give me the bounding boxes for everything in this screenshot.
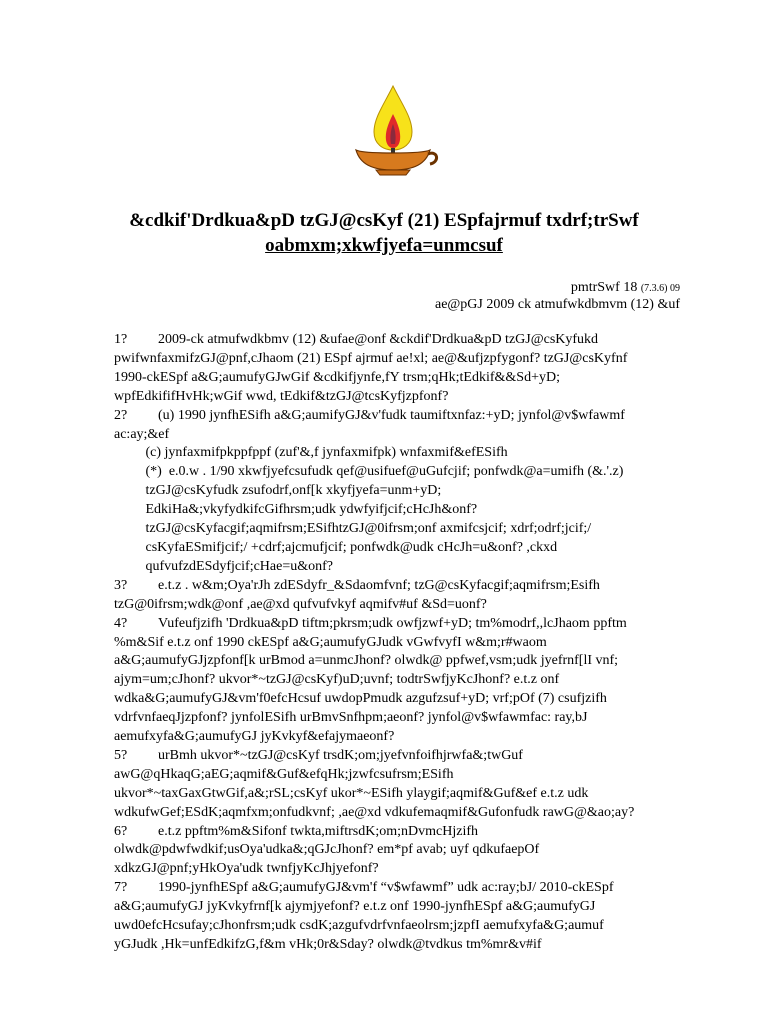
paragraph-2	[114, 407, 694, 577]
reference-code: (7.3.6) 09	[640, 283, 680, 294]
text-line: ajym=um;cJhonf? ukvor*~tzGJ@csKyf)uD;uvnf; todtrSwfjyKcJhonf? e.t.z onf	[114, 672, 560, 688]
paragraph-3	[114, 577, 694, 615]
text-line: 1990-jynfhESpf a&G;aumufyGJ&vm'f “v$wfawmf” udk ac:ray;bJ/ 2010-ckESpf	[158, 880, 614, 896]
text-line: wdka&G;aumufyGJ&vm'f0efcHcsuf uwdopPmudk azgufzsuf+yD; vrf;pOf (7) csufjzifh	[114, 691, 607, 707]
paragraph-number: 7?	[114, 880, 128, 896]
paragraph-number: 3?	[114, 577, 128, 593]
paragraph-number: 6?	[114, 823, 128, 839]
oil-lamp-icon	[352, 84, 440, 176]
paragraph-6	[114, 823, 694, 880]
text-line: 2009-ck atmufwdkbmv (12) &ufae@onf &ckdif'Drdkua&pD tzGJ@csKyfukd	[158, 332, 599, 347]
paragraph-number: 5?	[114, 747, 128, 763]
document-title-line-1: &cdkif'Drdkua&pD tzGJ@csKyf (21) ESpfajrmuf txdrf;trSwf	[129, 210, 639, 231]
text-line: urBmh ukvor*~tzGJ@csKyf trsdK;om;jyefvnfoifhjrwfa&;twGuf	[158, 747, 523, 763]
text-line: e.t.z ppftm%m&Sifonf twkta,miftrsdK;om;nDvmcHjzifh	[158, 823, 479, 839]
paragraph-number: 1?	[114, 332, 128, 347]
text-line: qufvufzdESdyfjcif;cHae=u&onf?	[114, 558, 333, 574]
text-line: EdkiHa&;vkyfydkifcGifhrsm;udk ydwfyifjcif;cHcJh&onf?	[114, 502, 478, 518]
text-line: yGJudk ,Hk=unfEdkifzG,f&m vHk;0r&Sday? olwdk@tvdkus tm%mr&v#if	[114, 937, 542, 952]
text-line: aemufxyfa&G;aumufyGJ jyKvkyf&efajymaeonf?	[114, 729, 395, 745]
document-title-line-2: oabmxm;xkwfjyefa=unmcsuf	[265, 235, 503, 256]
text-line: (u) 1990 jynfhESifh a&G;aumifyGJ&v'fudk taumiftxnfaz:+yD; jynfol@v$wfawmf	[158, 407, 625, 423]
text-line: (*) e.0.w . 1/90 xkwfjyefcsufudk qef@usifuef@uGufcjif; ponfwdk@a=umifh (&.'.z)	[114, 464, 624, 480]
paragraph-number: 4?	[114, 615, 128, 631]
paragraph-5	[114, 747, 694, 823]
text-line: pwifwnfaxmifzGJ@pnf,cJhaom (21) ESpf ajrmuf ae!xl; ae@&ufjzpfygonf? tzGJ@csKyfnf	[114, 350, 628, 366]
text-line: a&G;aumufyGJjzpfonf[k urBmod a=unmcJhonf? olwdk@ ppfwef,vsm;udk jyefrnf[lI vnf;	[114, 653, 619, 669]
text-line: e.t.z . w&m;Oya'rJh zdESdyfr_&Sdaomfvnf; tzG@csKyfacgif;aqmifrsm;Esifh	[158, 577, 600, 593]
text-line: tzGJ@csKyfacgif;aqmifrsm;ESifhtzGJ@0ifrsm;onf axmifcsjcif; xdrf;odrf;jcif;/	[114, 521, 592, 537]
text-line: xdkzGJ@pnf;yHkOya'udk twnfjyKcJhjyefonf?	[114, 861, 379, 877]
text-line: wpfEdkififHvHk;wGif wwd, tEdkif&tzGJ@tcsKyfjzpfonf?	[114, 388, 449, 404]
paragraph-7	[114, 879, 694, 955]
paragraph-4	[114, 615, 694, 747]
text-line: vdrfvnfaeqJjzpfonf? jynfolESifh urBmvSnfhpm;aeonf? jynfol@v$wfawmfac: ray,bJ	[114, 710, 588, 726]
text-line: csKyfaESmifjcif;/ +cdrf;ajcmufjcif; ponfwdk@udk cHcJh=u&onf? ,ckxd	[114, 539, 558, 555]
text-line: ac:ay;&ef	[114, 426, 170, 442]
text-line: (c) jynfaxmifpkppfppf (zuf'&,f jynfaxmifpk) wnfaxmif&efESifh	[114, 445, 508, 461]
text-line: wdkufwGef;ESdK;aqmfxm;onfudkvnf; ,ae@xd vdkufemaqmif&Gufonfudk rawG@&ao;ay?	[114, 804, 635, 820]
text-line: tzGJ@csKyfudk zsufodrf,onf[k xkyfjyefa=unm+yD;	[114, 483, 442, 499]
text-line: a&G;aumufyGJ jyKvkyfrnf[k ajymjyefonf? e.t.z onf 1990-jynfhESpf a&G;aumufyGJ	[114, 899, 596, 915]
text-line: uwd0efcHcsufay;cJhonfrsm;udk csdK;azgufvdrfvnfaeolrsm;jzpfI aemufxyfa&G;aumuf	[114, 918, 604, 934]
document-body	[114, 331, 694, 955]
paragraph-number: 2?	[114, 407, 128, 423]
text-line: awG@qHkaqG;aEG;aqmif&Guf&efqHk;jzwfcsufrsm;ESifh	[114, 766, 454, 782]
text-line: Vufeufjzifh 'Drdkua&pD tiftm;pkrsm;udk owfjzwf+yD; tm%modrf,,lcJhaom ppftm	[158, 615, 627, 631]
paragraph-1	[114, 331, 694, 407]
text-line: tzG@0ifrsm;wdk@onf ,ae@xd qufvufvkyf aqmifv#uf &Sd=uonf?	[114, 596, 487, 612]
text-line: 1990-ckESpf a&G;aumufyGJwGif &cdkifjynfe,fY trsm;qHk;tEdkif&&Sd+yD;	[114, 369, 560, 385]
text-line: ukvor*~taxGaxGtwGif,a&;rSL;csKyf ukor*~ESifh ylaygif;aqmif&Guf&ef e.t.z udk	[114, 785, 589, 801]
reference-prefix: pmtrSwf 18	[570, 280, 641, 295]
text-line: olwdk@pdwfwdkif;usOya'udka&;qGJcJhonf? em*pf avab; uyf qdkufaepOf	[114, 842, 540, 858]
text-line: %m&Sif e.t.z onf 1990 ckESpf a&G;aumufyGJudk vGwfvyfI w&m;r#waom	[114, 634, 547, 650]
issue-date: ae@pGJ 2009 ck atmufwkdbmvm (12) &uf	[434, 297, 680, 312]
